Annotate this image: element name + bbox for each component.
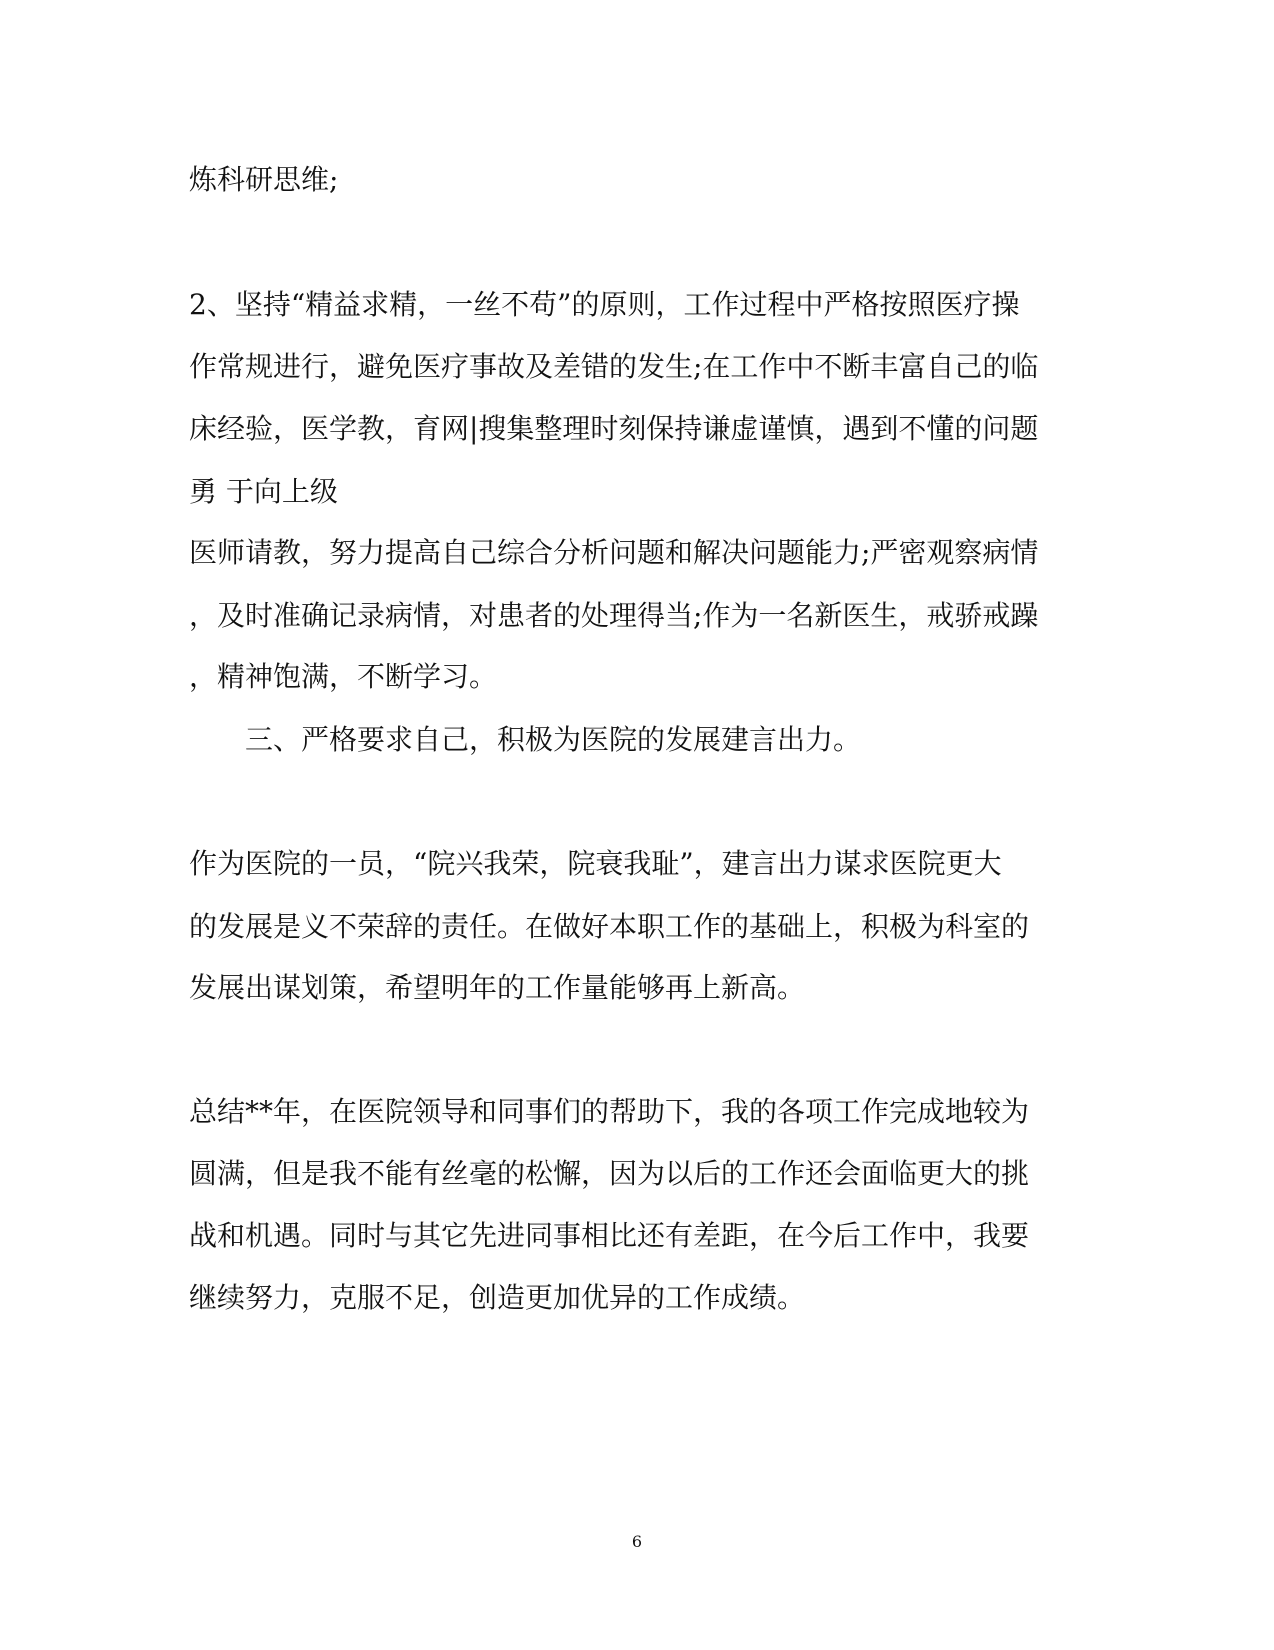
text-line: 勇 于向上级 [189, 475, 338, 508]
text-line: 战和机遇。同时与其它先进同事相比还有差距，在今后工作中，我要 [189, 1219, 1030, 1252]
text-line: 的发展是义不荣辞的责任。在做好本职工作的基础上，积极为科室的 [189, 910, 1030, 943]
text-line: 作为医院的一员，“院兴我荣，院衰我耻”，建言出力谋求医院更大 [189, 847, 1002, 880]
text-line: 炼科研思维; [189, 163, 339, 196]
text-line: 医师请教，努力提高自己综合分析问题和解决问题能力;严密观察病情 [189, 536, 1039, 569]
text-line: ，及时准确记录病情，对患者的处理得当;作为一名新医生，戒骄戒躁 [189, 599, 1039, 632]
text-line: 发展出谋划策，希望明年的工作量能够再上新高。 [189, 971, 806, 1004]
page-number: 6 [631, 1532, 643, 1551]
section-heading: 三、严格要求自己，积极为医院的发展建言出力。 [245, 723, 862, 756]
text-line: 2、坚持“精益求精，一丝不苟”的原则，工作过程中严格按照医疗操 [189, 288, 1020, 321]
text-line: 作常规进行，避免医疗事故及差错的发生;在工作中不断丰富自己的临 [189, 350, 1039, 383]
text-line: 圆满，但是我不能有丝毫的松懈，因为以后的工作还会面临更大的挑 [189, 1157, 1030, 1190]
text-line: 床经验，医学教，育网|搜集整理时刻保持谦虚谨慎，遇到不懂的问题 [189, 412, 1039, 445]
text-line: 继续努力，克服不足，创造更加优异的工作成绩。 [189, 1281, 806, 1314]
text-line: ，精神饱满，不断学习。 [189, 660, 498, 693]
text-line: 总结**年，在医院领导和同事们的帮助下，我的各项工作完成地较为 [189, 1095, 1030, 1128]
